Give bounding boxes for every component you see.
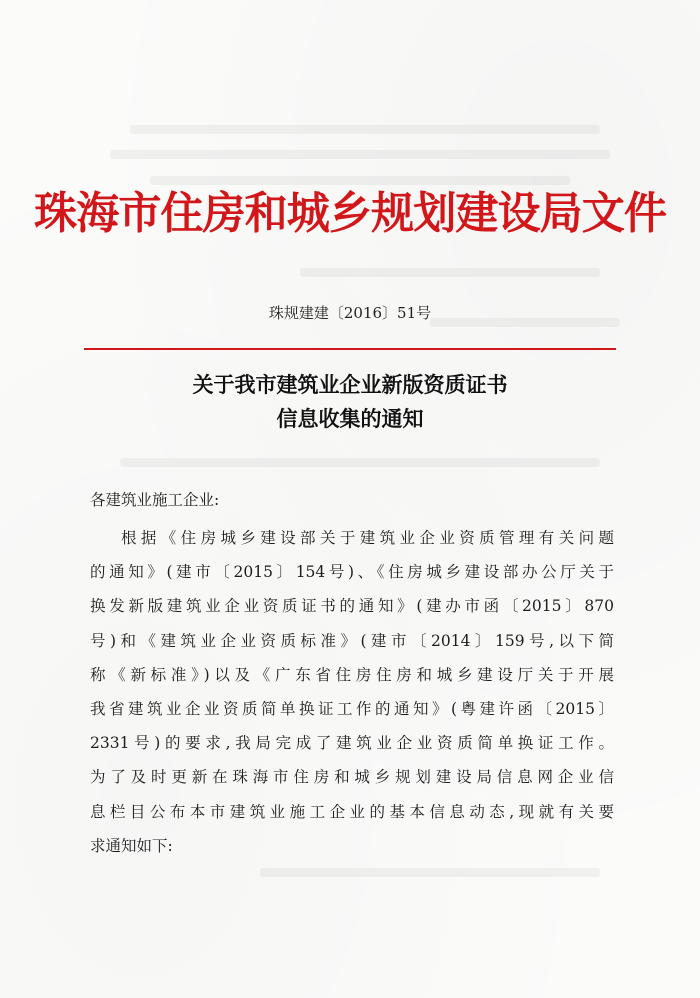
show-through-mark xyxy=(300,268,600,277)
issuer-header-title: 珠海市住房和城乡规划建设局文件 xyxy=(33,188,667,239)
show-through-mark xyxy=(110,150,610,159)
notice-title-line-1: 关于我市建筑业企业新版资质证书 xyxy=(192,372,508,397)
body-line: 称《新标准》)以及《广东省住房住房和城乡建设厅关于开展 xyxy=(90,665,614,684)
red-divider-line xyxy=(84,348,616,350)
body-line: 的通知》(建市〔2015〕154号)、《住房城乡建设部办公厅关于 xyxy=(90,563,614,582)
document-number: 珠规建建〔2016〕51号 xyxy=(268,304,432,322)
notice-title-line-2: 信息收集的通知 xyxy=(276,406,424,431)
body-line: 根据《住房城乡建设部关于建筑业企业资质管理有关问题 xyxy=(121,529,614,547)
salutation: 各建筑业施工企业: xyxy=(90,491,220,509)
body-line: 息栏目公布本市建筑业施工企业的基本信息动态,现就有关要 xyxy=(90,802,614,821)
body-line: 为了及时更新在珠海市住房和城乡规划建设局信息网企业信 xyxy=(90,768,614,787)
body-line: 求通知如下: xyxy=(90,836,173,855)
body-line: 2331号)的要求,我局完成了建筑业企业资质简单换证工作。 xyxy=(90,734,614,753)
body-line: 号)和《建筑业企业资质标准》(建市〔2014〕159号,以下简 xyxy=(90,631,614,650)
body-line: 我省建筑业企业资质简单换证工作的通知》(粤建许函〔2015〕 xyxy=(90,699,614,718)
show-through-mark xyxy=(260,868,600,877)
show-through-mark xyxy=(130,125,600,134)
body-line: 换发新版建筑业企业资质证书的通知》(建办市函〔2015〕870 xyxy=(90,597,614,616)
show-through-mark xyxy=(120,458,600,467)
notice-title xyxy=(0,368,700,436)
body-paragraph xyxy=(90,521,614,863)
